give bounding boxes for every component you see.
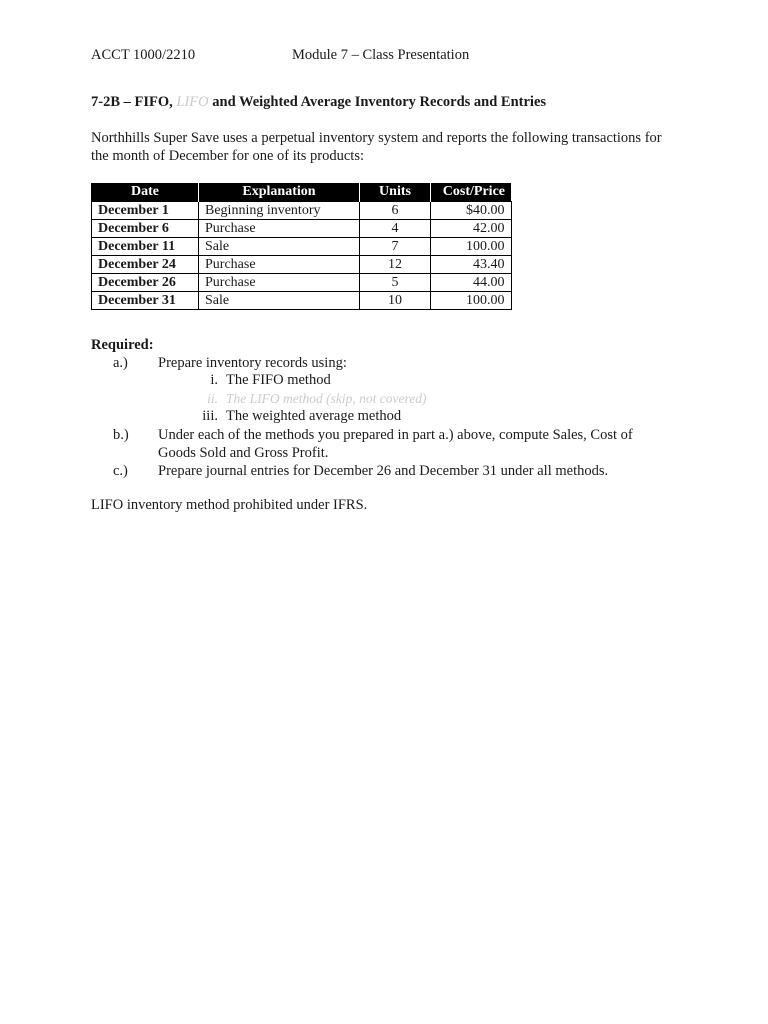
cell-explanation: Purchase xyxy=(199,256,360,274)
method-number: i. xyxy=(210,372,218,388)
cell-units: 10 xyxy=(360,292,431,310)
table-row xyxy=(92,256,512,274)
item-c-text: Prepare journal entries for December 26 and December 31 under all methods. xyxy=(158,463,609,479)
cell-explanation: Beginning inventory xyxy=(199,202,360,220)
cell-date: December 11 xyxy=(92,238,199,256)
required-heading: Required: xyxy=(91,337,154,353)
header-cost-price: Cost/Price xyxy=(431,183,512,202)
title-suffix: and Weighted Average Inventory Records and Entries xyxy=(208,94,547,110)
header-explanation: Explanation xyxy=(199,183,360,202)
item-c-label: c.) xyxy=(113,463,128,479)
table-row xyxy=(92,202,512,220)
method-number: iii. xyxy=(202,408,218,424)
problem-title xyxy=(91,94,546,111)
cell-cost: 43.40 xyxy=(431,256,512,274)
header-date: Date xyxy=(92,183,199,202)
cell-date: December 1 xyxy=(92,202,199,220)
cell-date: December 26 xyxy=(92,274,199,292)
title-lifo: LIFO xyxy=(176,94,209,110)
table-row xyxy=(92,238,512,256)
table-header-row xyxy=(92,183,512,202)
cell-units: 7 xyxy=(360,238,431,256)
cell-cost: 42.00 xyxy=(431,220,512,238)
method-text: The FIFO method xyxy=(226,372,331,388)
cell-date: December 31 xyxy=(92,292,199,310)
header-units: Units xyxy=(360,183,431,202)
item-b-text: Under each of the methods you prepared in part a.) above, compute Sales, Cost of Goods Sold and Gross Profit. xyxy=(158,427,633,461)
method-text: The LIFO method (skip, not covered) xyxy=(226,391,427,406)
method-text: The weighted average method xyxy=(226,408,402,424)
course-code: ACCT 1000/2210 xyxy=(91,47,196,63)
item-a-text: Prepare inventory records using: xyxy=(158,355,347,371)
table-row xyxy=(92,220,512,238)
cell-units: 4 xyxy=(360,220,431,238)
cell-units: 12 xyxy=(360,256,431,274)
cell-explanation: Sale xyxy=(199,292,360,310)
cell-explanation: Sale xyxy=(199,238,360,256)
table-row xyxy=(92,274,512,292)
cell-explanation: Purchase xyxy=(199,220,360,238)
cell-cost: 100.00 xyxy=(431,238,512,256)
module-title: Module 7 – Class Presentation xyxy=(292,47,470,63)
cell-cost: 100.00 xyxy=(431,292,512,310)
table-row xyxy=(92,292,512,310)
title-prefix: 7-2B – FIFO, xyxy=(91,94,177,110)
cell-cost: $40.00 xyxy=(431,202,512,220)
cell-units: 5 xyxy=(360,274,431,292)
cell-cost: 44.00 xyxy=(431,274,512,292)
cell-date: December 6 xyxy=(92,220,199,238)
ifrs-note: LIFO inventory method prohibited under IFRS. xyxy=(91,497,368,513)
cell-explanation: Purchase xyxy=(199,274,360,292)
transactions-table xyxy=(91,183,512,310)
cell-units: 6 xyxy=(360,202,431,220)
intro-paragraph: Northhills Super Save uses a perpetual inventory system and reports the following transactions for the month of December for one of its products: xyxy=(91,130,662,164)
method-number: ii. xyxy=(207,391,218,406)
item-a-label: a.) xyxy=(113,355,128,371)
cell-date: December 24 xyxy=(92,256,199,274)
item-b-label: b.) xyxy=(113,427,129,443)
